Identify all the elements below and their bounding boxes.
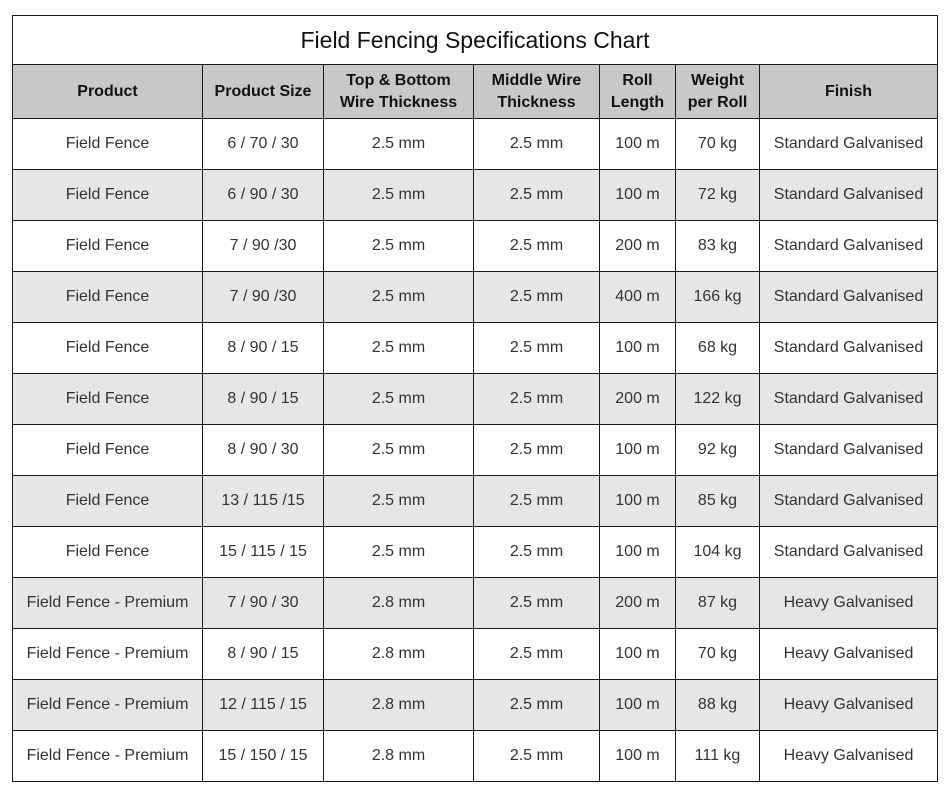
cell-weight: 83 kg (676, 221, 760, 272)
cell-finish: Heavy Galvanised (760, 629, 938, 680)
cell-middle-wire: 2.5 mm (474, 425, 600, 476)
cell-top-bottom-wire: 2.5 mm (324, 425, 474, 476)
cell-middle-wire: 2.5 mm (474, 221, 600, 272)
cell-top-bottom-wire: 2.5 mm (324, 221, 474, 272)
header-top-bottom-wire-thickness: Top & Bottom Wire Thickness (324, 65, 474, 119)
cell-roll-length: 100 m (600, 170, 676, 221)
cell-weight: 88 kg (676, 680, 760, 731)
cell-product-size: 6 / 90 / 30 (203, 170, 324, 221)
cell-middle-wire: 2.5 mm (474, 680, 600, 731)
cell-middle-wire: 2.5 mm (474, 731, 600, 782)
cell-product: Field Fence (13, 323, 203, 374)
cell-top-bottom-wire: 2.5 mm (324, 527, 474, 578)
cell-finish: Heavy Galvanised (760, 731, 938, 782)
cell-product-size: 13 / 115 /15 (203, 476, 324, 527)
table-row (13, 170, 938, 221)
cell-product-size: 8 / 90 / 30 (203, 425, 324, 476)
cell-product: Field Fence (13, 272, 203, 323)
cell-roll-length: 400 m (600, 272, 676, 323)
cell-weight: 70 kg (676, 119, 760, 170)
cell-finish: Standard Galvanised (760, 527, 938, 578)
cell-finish: Standard Galvanised (760, 221, 938, 272)
cell-top-bottom-wire: 2.5 mm (324, 323, 474, 374)
cell-middle-wire: 2.5 mm (474, 119, 600, 170)
table-title: Field Fencing Specifications Chart (13, 16, 938, 65)
table-body (13, 119, 938, 782)
cell-product: Field Fence - Premium (13, 629, 203, 680)
cell-top-bottom-wire: 2.8 mm (324, 680, 474, 731)
cell-roll-length: 100 m (600, 323, 676, 374)
table-row (13, 272, 938, 323)
cell-weight: 68 kg (676, 323, 760, 374)
cell-top-bottom-wire: 2.8 mm (324, 629, 474, 680)
table-row (13, 374, 938, 425)
cell-product: Field Fence - Premium (13, 578, 203, 629)
cell-weight: 122 kg (676, 374, 760, 425)
cell-product-size: 6 / 70 / 30 (203, 119, 324, 170)
cell-product-size: 8 / 90 / 15 (203, 374, 324, 425)
cell-weight: 85 kg (676, 476, 760, 527)
cell-top-bottom-wire: 2.8 mm (324, 578, 474, 629)
cell-weight: 111 kg (676, 731, 760, 782)
table-row (13, 119, 938, 170)
cell-product-size: 7 / 90 / 30 (203, 578, 324, 629)
cell-finish: Standard Galvanised (760, 374, 938, 425)
cell-product-size: 8 / 90 / 15 (203, 629, 324, 680)
spec-sheet (12, 15, 937, 782)
cell-top-bottom-wire: 2.5 mm (324, 374, 474, 425)
cell-middle-wire: 2.5 mm (474, 272, 600, 323)
cell-roll-length: 100 m (600, 425, 676, 476)
cell-product: Field Fence (13, 476, 203, 527)
table-row (13, 527, 938, 578)
cell-product: Field Fence - Premium (13, 731, 203, 782)
table-row (13, 476, 938, 527)
cell-product: Field Fence (13, 170, 203, 221)
cell-middle-wire: 2.5 mm (474, 629, 600, 680)
cell-top-bottom-wire: 2.5 mm (324, 476, 474, 527)
cell-weight: 92 kg (676, 425, 760, 476)
header-roll-length: Roll Length (600, 65, 676, 119)
cell-product: Field Fence (13, 425, 203, 476)
cell-product-size: 7 / 90 /30 (203, 221, 324, 272)
cell-middle-wire: 2.5 mm (474, 323, 600, 374)
cell-roll-length: 100 m (600, 527, 676, 578)
spec-table (12, 15, 938, 782)
table-row (13, 731, 938, 782)
cell-weight: 70 kg (676, 629, 760, 680)
cell-finish: Standard Galvanised (760, 170, 938, 221)
cell-weight: 72 kg (676, 170, 760, 221)
table-row (13, 425, 938, 476)
cell-finish: Standard Galvanised (760, 119, 938, 170)
cell-roll-length: 100 m (600, 731, 676, 782)
cell-finish: Standard Galvanised (760, 476, 938, 527)
cell-top-bottom-wire: 2.8 mm (324, 731, 474, 782)
cell-middle-wire: 2.5 mm (474, 527, 600, 578)
cell-roll-length: 200 m (600, 374, 676, 425)
table-row (13, 221, 938, 272)
cell-top-bottom-wire: 2.5 mm (324, 272, 474, 323)
cell-roll-length: 100 m (600, 476, 676, 527)
cell-middle-wire: 2.5 mm (474, 578, 600, 629)
cell-top-bottom-wire: 2.5 mm (324, 170, 474, 221)
cell-weight: 166 kg (676, 272, 760, 323)
header-product: Product (13, 65, 203, 119)
cell-finish: Heavy Galvanised (760, 578, 938, 629)
header-weight-per-roll: Weight per Roll (676, 65, 760, 119)
cell-roll-length: 200 m (600, 221, 676, 272)
cell-middle-wire: 2.5 mm (474, 476, 600, 527)
cell-top-bottom-wire: 2.5 mm (324, 119, 474, 170)
table-row (13, 578, 938, 629)
table-row (13, 680, 938, 731)
cell-product: Field Fence - Premium (13, 680, 203, 731)
cell-roll-length: 100 m (600, 119, 676, 170)
table-row (13, 323, 938, 374)
cell-finish: Standard Galvanised (760, 425, 938, 476)
cell-roll-length: 100 m (600, 680, 676, 731)
cell-middle-wire: 2.5 mm (474, 374, 600, 425)
cell-product-size: 15 / 150 / 15 (203, 731, 324, 782)
cell-product-size: 15 / 115 / 15 (203, 527, 324, 578)
cell-product-size: 7 / 90 /30 (203, 272, 324, 323)
cell-finish: Standard Galvanised (760, 323, 938, 374)
column-header-row (13, 65, 938, 119)
title-row (13, 16, 938, 65)
cell-middle-wire: 2.5 mm (474, 170, 600, 221)
cell-product: Field Fence (13, 221, 203, 272)
cell-product-size: 12 / 115 / 15 (203, 680, 324, 731)
table-row (13, 629, 938, 680)
cell-product-size: 8 / 90 / 15 (203, 323, 324, 374)
header-middle-wire-thickness: Middle Wire Thickness (474, 65, 600, 119)
cell-product: Field Fence (13, 119, 203, 170)
cell-finish: Standard Galvanised (760, 272, 938, 323)
cell-product: Field Fence (13, 527, 203, 578)
cell-roll-length: 200 m (600, 578, 676, 629)
cell-roll-length: 100 m (600, 629, 676, 680)
cell-finish: Heavy Galvanised (760, 680, 938, 731)
cell-weight: 87 kg (676, 578, 760, 629)
cell-weight: 104 kg (676, 527, 760, 578)
header-finish: Finish (760, 65, 938, 119)
cell-product: Field Fence (13, 374, 203, 425)
header-product-size: Product Size (203, 65, 324, 119)
